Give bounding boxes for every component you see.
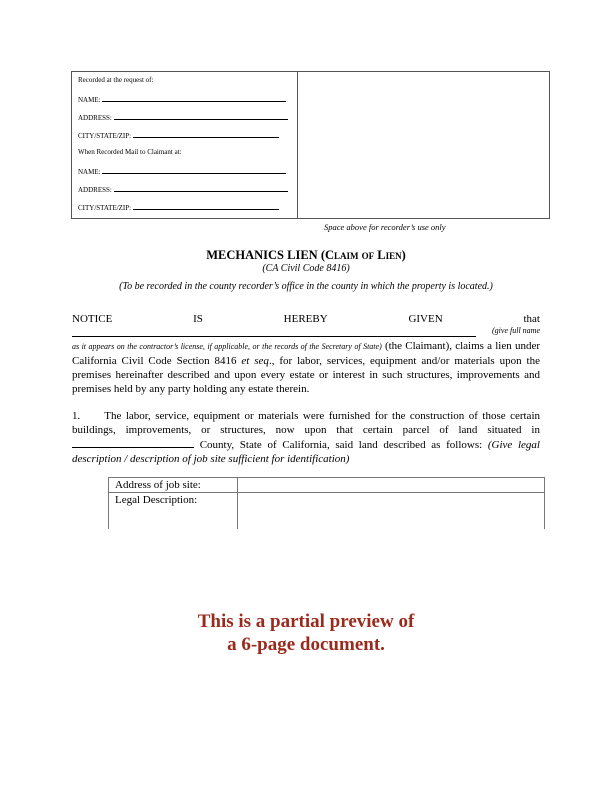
preview-line-1: This is a partial preview of: [197, 611, 415, 632]
address-field-row: [78, 112, 288, 123]
legal-description-instruction: (Give legal description / description of job site sufficient for identification): [72, 439, 540, 465]
partial-preview-notice: [0, 610, 612, 656]
name-field-row: [78, 94, 286, 105]
recorded-at-request-label: Recorded at the request of:: [78, 76, 154, 84]
recorder-box: [71, 71, 550, 219]
mail-address-row: [78, 184, 288, 195]
job-site-address-label: Address of job site:: [109, 478, 238, 493]
city-state-zip-field[interactable]: [133, 130, 279, 138]
city-state-zip-row: [78, 130, 279, 141]
civil-code-reference: (CA Civil Code 8416): [262, 263, 350, 274]
notice-word: NOTICE: [72, 313, 113, 325]
mail-address-field[interactable]: [114, 184, 288, 192]
address-field[interactable]: [114, 112, 288, 120]
mail-city-state-zip-field[interactable]: [133, 202, 279, 210]
notice-word: HEREBY: [283, 313, 328, 325]
claimant-name-row: [72, 325, 540, 338]
legal-description-label: Legal Description:: [109, 493, 238, 530]
notice-paragraph: [72, 339, 540, 396]
name-field[interactable]: [102, 94, 286, 102]
notice-line: [72, 313, 540, 325]
mail-to-label: When Recorded Mail to Claimant at:: [78, 148, 182, 156]
et-seq-text: et seq: [241, 355, 269, 367]
legal-description-field[interactable]: [238, 493, 545, 530]
mail-name-row: [78, 166, 286, 177]
document-title: [0, 248, 612, 263]
recorder-space-note: Space above for recorder’s use only: [324, 222, 446, 232]
recording-info-panel: [72, 72, 298, 218]
city-state-zip-label: CITY/STATE/ZIP:: [78, 132, 132, 140]
section-1-paragraph: [72, 409, 540, 466]
address-label: ADDRESS:: [78, 114, 112, 122]
mail-name-label: NAME:: [78, 168, 101, 176]
section-1-text-b: County, State of California, said land described as follows:: [194, 439, 488, 451]
notice-word: that: [523, 313, 540, 325]
section-1-text-a: The labor, service, equipment or materials were furnished for the construction of those certain buildings, improvements, or structures, now upon that certain parcel of land situated in: [72, 410, 540, 436]
section-number: 1.: [72, 410, 81, 422]
notice-text: (the Claimant), claims a lien under California Civil Code Section 8416: [72, 340, 540, 367]
title-main: MECHANICS LIEN (: [206, 248, 325, 262]
notice-word: GIVEN: [408, 313, 443, 325]
title-close: ): [401, 248, 406, 262]
preview-line-2: a 6-page document.: [227, 634, 385, 655]
mail-city-state-zip-label: CITY/STATE/ZIP:: [78, 204, 132, 212]
mail-city-state-zip-row: [78, 202, 279, 213]
mail-address-label: ADDRESS:: [78, 186, 112, 194]
mail-name-field[interactable]: [102, 166, 286, 174]
job-site-table: [108, 477, 545, 529]
notice-text-rest: ., for labor, services, equipment and/or materials upon the premises hereinafter described and upon every estate or interest in such structures, improvements and premises held by any party holding any estate therein.: [72, 355, 540, 395]
job-site-address-field[interactable]: [238, 478, 545, 493]
recording-instruction: (To be recorded in the county recorder’s office in the county in which the property is located.): [119, 281, 493, 292]
title-small-caps: Claim of Lien: [324, 248, 402, 262]
table-row: [109, 493, 545, 530]
county-field[interactable]: [72, 437, 194, 448]
notice-word: IS: [193, 313, 203, 325]
name-label: NAME:: [78, 96, 101, 104]
claimant-name-field[interactable]: [72, 325, 476, 337]
give-full-name-hint: (give full name: [492, 326, 540, 335]
license-name-hint: as it appears on the contractor’s license, if applicable, or the records of the Secretary of State): [72, 342, 382, 351]
table-row: [109, 478, 545, 493]
